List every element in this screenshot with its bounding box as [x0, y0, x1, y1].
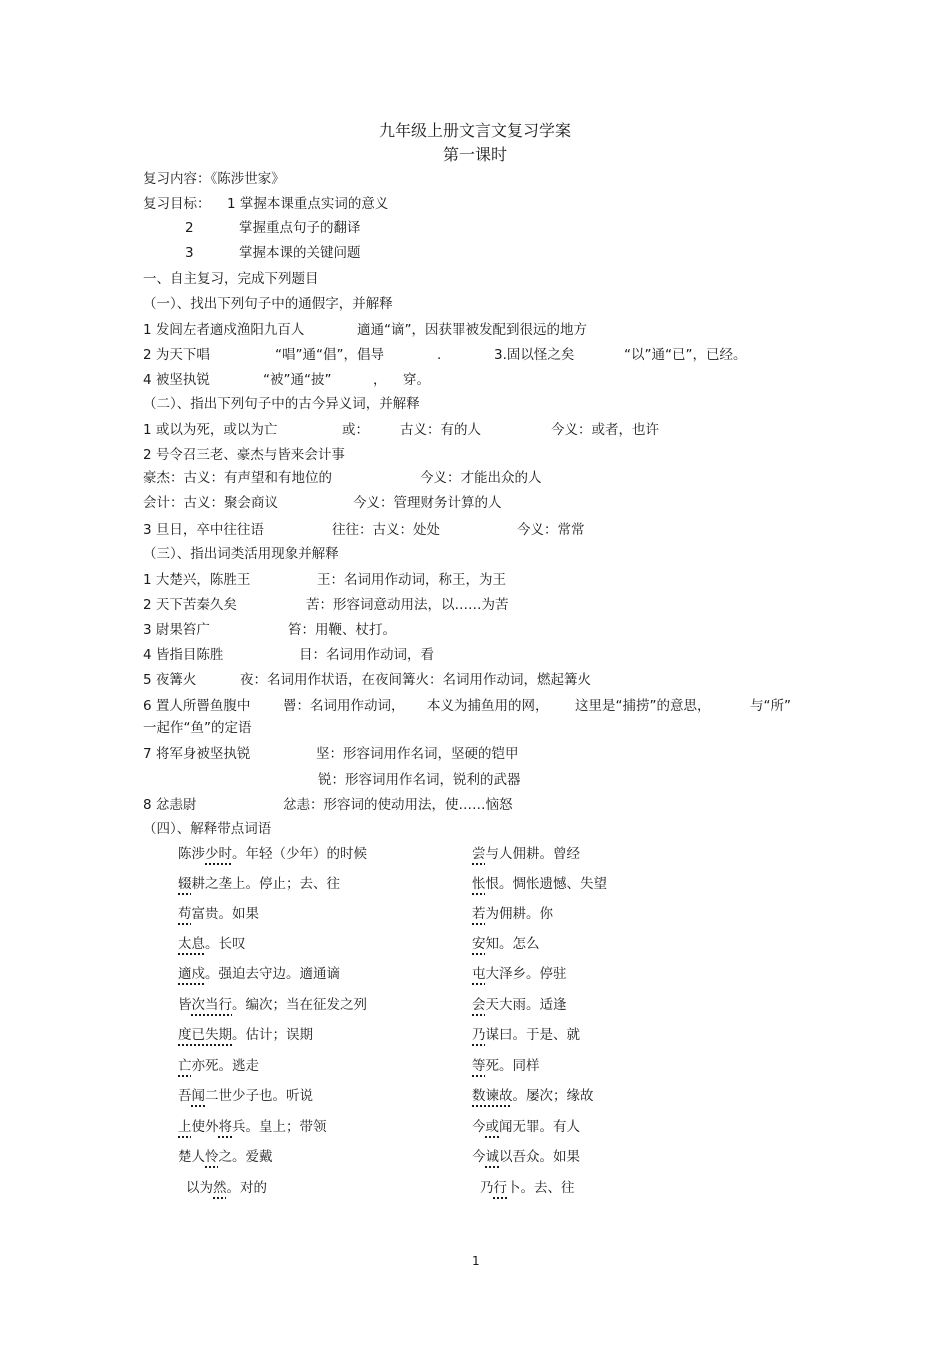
section-3-row-5-sentence: 5 夜篝火 [143, 672, 197, 688]
section-2-row-1-sentence: 1 或以为死，或以为亡 [143, 422, 278, 438]
section-3-row-6-answer-d: 与“所” [750, 698, 791, 714]
section-3-row-8-answer: 忿恚：形容词的使动用法，使……恼怒 [283, 797, 513, 813]
glossary-right-item: 怅恨。惆怅遗憾、失望 [472, 876, 607, 892]
glossary-right-item: 乃行卜。去、往 [480, 1180, 575, 1196]
part-one-heading: 一、自主复习，完成下列题目 [143, 271, 319, 287]
glossary-left-item: 上使外将兵。皇上；带领 [178, 1119, 327, 1135]
section-3-row-6-answer-a: 罾：名词用作动词， [283, 698, 405, 714]
section-2-row-5-modern: 今义：常常 [517, 522, 585, 538]
page-number: 1 [472, 1254, 480, 1268]
section-1-row-4-comma: ， [373, 372, 387, 388]
section-3-row-3-sentence: 3 尉果笞广 [143, 622, 210, 638]
glossary-left-item: 度已失期。估计；误期 [178, 1027, 313, 1043]
glossary-left-item: 陈涉少时。年轻（少年）的时候 [178, 846, 367, 862]
section-3-row-6-answer-b: 本义为捕鱼用的网， [427, 698, 549, 714]
review-goal-3-number: 3 [185, 245, 194, 261]
page-subtitle: 第一课时 [442, 145, 507, 164]
section-2-row-1-word: 或： [342, 422, 369, 438]
section-1-row-2-answer: “唱”通“倡”，倡导 [275, 347, 384, 363]
section-1-row-1-sentence: 1 发闾左者適戍渔阳九百人 [143, 322, 305, 338]
section-2-row-5-ancient: 往往：古义：处处 [332, 522, 440, 538]
glossary-right-item: 乃谋曰。于是、就 [472, 1027, 580, 1043]
section-3-row-6-continuation: 一起作“鱼”的定语 [143, 720, 252, 736]
review-goal-label: 复习目标： [143, 196, 211, 212]
review-goal-2-text: 掌握重点句子的翻译 [239, 220, 361, 236]
glossary-right-item: 今诚以吾众。如果 [472, 1149, 580, 1165]
glossary-left-item: 以为然。对的 [186, 1180, 267, 1196]
section-3-row-4-sentence: 4 皆指目陈胜 [143, 647, 224, 663]
section-3-row-7-sentence: 7 将军身被坚执锐 [143, 746, 251, 762]
section-1-row-4-answer: “被”通“披” [263, 372, 332, 388]
review-goal-1: 1 掌握本课重点实词的意义 [227, 196, 389, 212]
glossary-right-item: 等死。同样 [472, 1058, 540, 1074]
section-3-row-6-answer-c: 这里是“捕捞”的意思， [575, 698, 711, 714]
section-3-row-2-answer: 苦：形容词意动用法，以……为苦 [306, 597, 509, 613]
glossary-left-item: 辍耕之垄上。停止；去、往 [178, 876, 340, 892]
section-2-heading: （二）、指出下列句子中的古今异义词，并解释 [143, 396, 420, 412]
section-2-row-5-sentence: 3 旦日，卒中往往语 [143, 522, 264, 538]
glossary-left-item: 楚人怜之。爱戴 [178, 1149, 273, 1165]
section-3-row-7-answer-a: 坚：形容词用作名词，坚硬的铠甲 [316, 746, 519, 762]
section-2-row-2-sentence: 2 号令召三老、豪杰与皆来会计事 [143, 447, 345, 463]
section-2-row-4-modern: 今义：管理财务计算的人 [353, 495, 502, 511]
glossary-left-item: 適戍。强迫去守边。適通谪 [178, 966, 340, 982]
glossary-left-item: 皆次当行。编次；当在征发之列 [178, 997, 367, 1013]
section-2-row-1-ancient: 古义：有的人 [400, 422, 481, 438]
section-1-row-3-answer: “以”通“已”，已经。 [624, 347, 747, 363]
section-3-row-7-answer-b: 锐：形容词用作名词，锐利的武器 [318, 772, 521, 788]
review-goal-3-text: 掌握本课的关键问题 [239, 245, 361, 261]
section-3-row-8-sentence: 8 忿恚尉 [143, 797, 197, 813]
section-1-heading: （一）、找出下列句子中的通假字，并解释 [143, 296, 393, 312]
section-1-row-4-sentence: 4 被坚执锐 [143, 372, 210, 388]
glossary-right-item: 安知。怎么 [472, 936, 540, 952]
glossary-right-item: 数谏故。屡次；缘故 [472, 1088, 594, 1104]
section-2-row-1-modern: 今义：或者，也许 [551, 422, 659, 438]
section-4-heading: （四）、解释带点词语 [143, 821, 272, 837]
glossary-right-item: 会天大雨。适逢 [472, 997, 567, 1013]
section-2-row-3-ancient: 豪杰：古义：有声望和有地位的 [143, 470, 332, 486]
section-1-row-4-meaning: 穿。 [403, 372, 430, 388]
glossary-right-item: 若为佣耕。你 [472, 906, 553, 922]
glossary-right-item: 今或闻无罪。有人 [472, 1119, 580, 1135]
section-3-row-6-sentence: 6 置人所罾鱼腹中 [143, 698, 251, 714]
glossary-right-item: 尝与人佣耕。曾经 [472, 846, 580, 862]
glossary-left-item: 亡亦死。逃走 [178, 1058, 259, 1074]
glossary-right-item: 屯大泽乡。停驻 [472, 966, 567, 982]
section-1-row-2-dot: . [437, 347, 442, 363]
section-3-row-1-answer: 王：名词用作动词，称王，为王 [317, 572, 506, 588]
glossary-left-item: 苟富贵。如果 [178, 906, 259, 922]
section-3-row-5-answer: 夜：名词用作状语，在夜间篝火：名词用作动词，燃起篝火 [240, 672, 591, 688]
section-2-row-3-modern: 今义：才能出众的人 [420, 470, 542, 486]
glossary-left-item: 吾闻二世少子也。听说 [178, 1088, 313, 1104]
section-1-row-1-answer: 適通“谪”，因获罪被发配到很远的地方 [357, 322, 587, 338]
review-goal-2-number: 2 [185, 220, 194, 236]
section-1-row-2-sentence: 2 为天下唱 [143, 347, 210, 363]
section-3-heading: （三）、指出词类活用现象并解释 [143, 546, 339, 562]
section-3-row-2-sentence: 2 天下苦秦久矣 [143, 597, 237, 613]
section-3-row-1-sentence: 1 大楚兴，陈胜王 [143, 572, 251, 588]
glossary-left-item: 太息。长叹 [178, 936, 246, 952]
page-title: 九年级上册文言文复习学案 [378, 121, 571, 140]
review-content: 复习内容：《陈涉世家》 [143, 171, 285, 187]
section-1-row-3-sentence: 3.固以怪之矣 [494, 347, 575, 363]
section-2-row-4-ancient: 会计：古义：聚会商议 [143, 495, 278, 511]
section-3-row-3-answer: 笞：用鞭、杖打。 [288, 622, 396, 638]
section-3-row-4-answer: 目：名词用作动词，看 [299, 647, 434, 663]
